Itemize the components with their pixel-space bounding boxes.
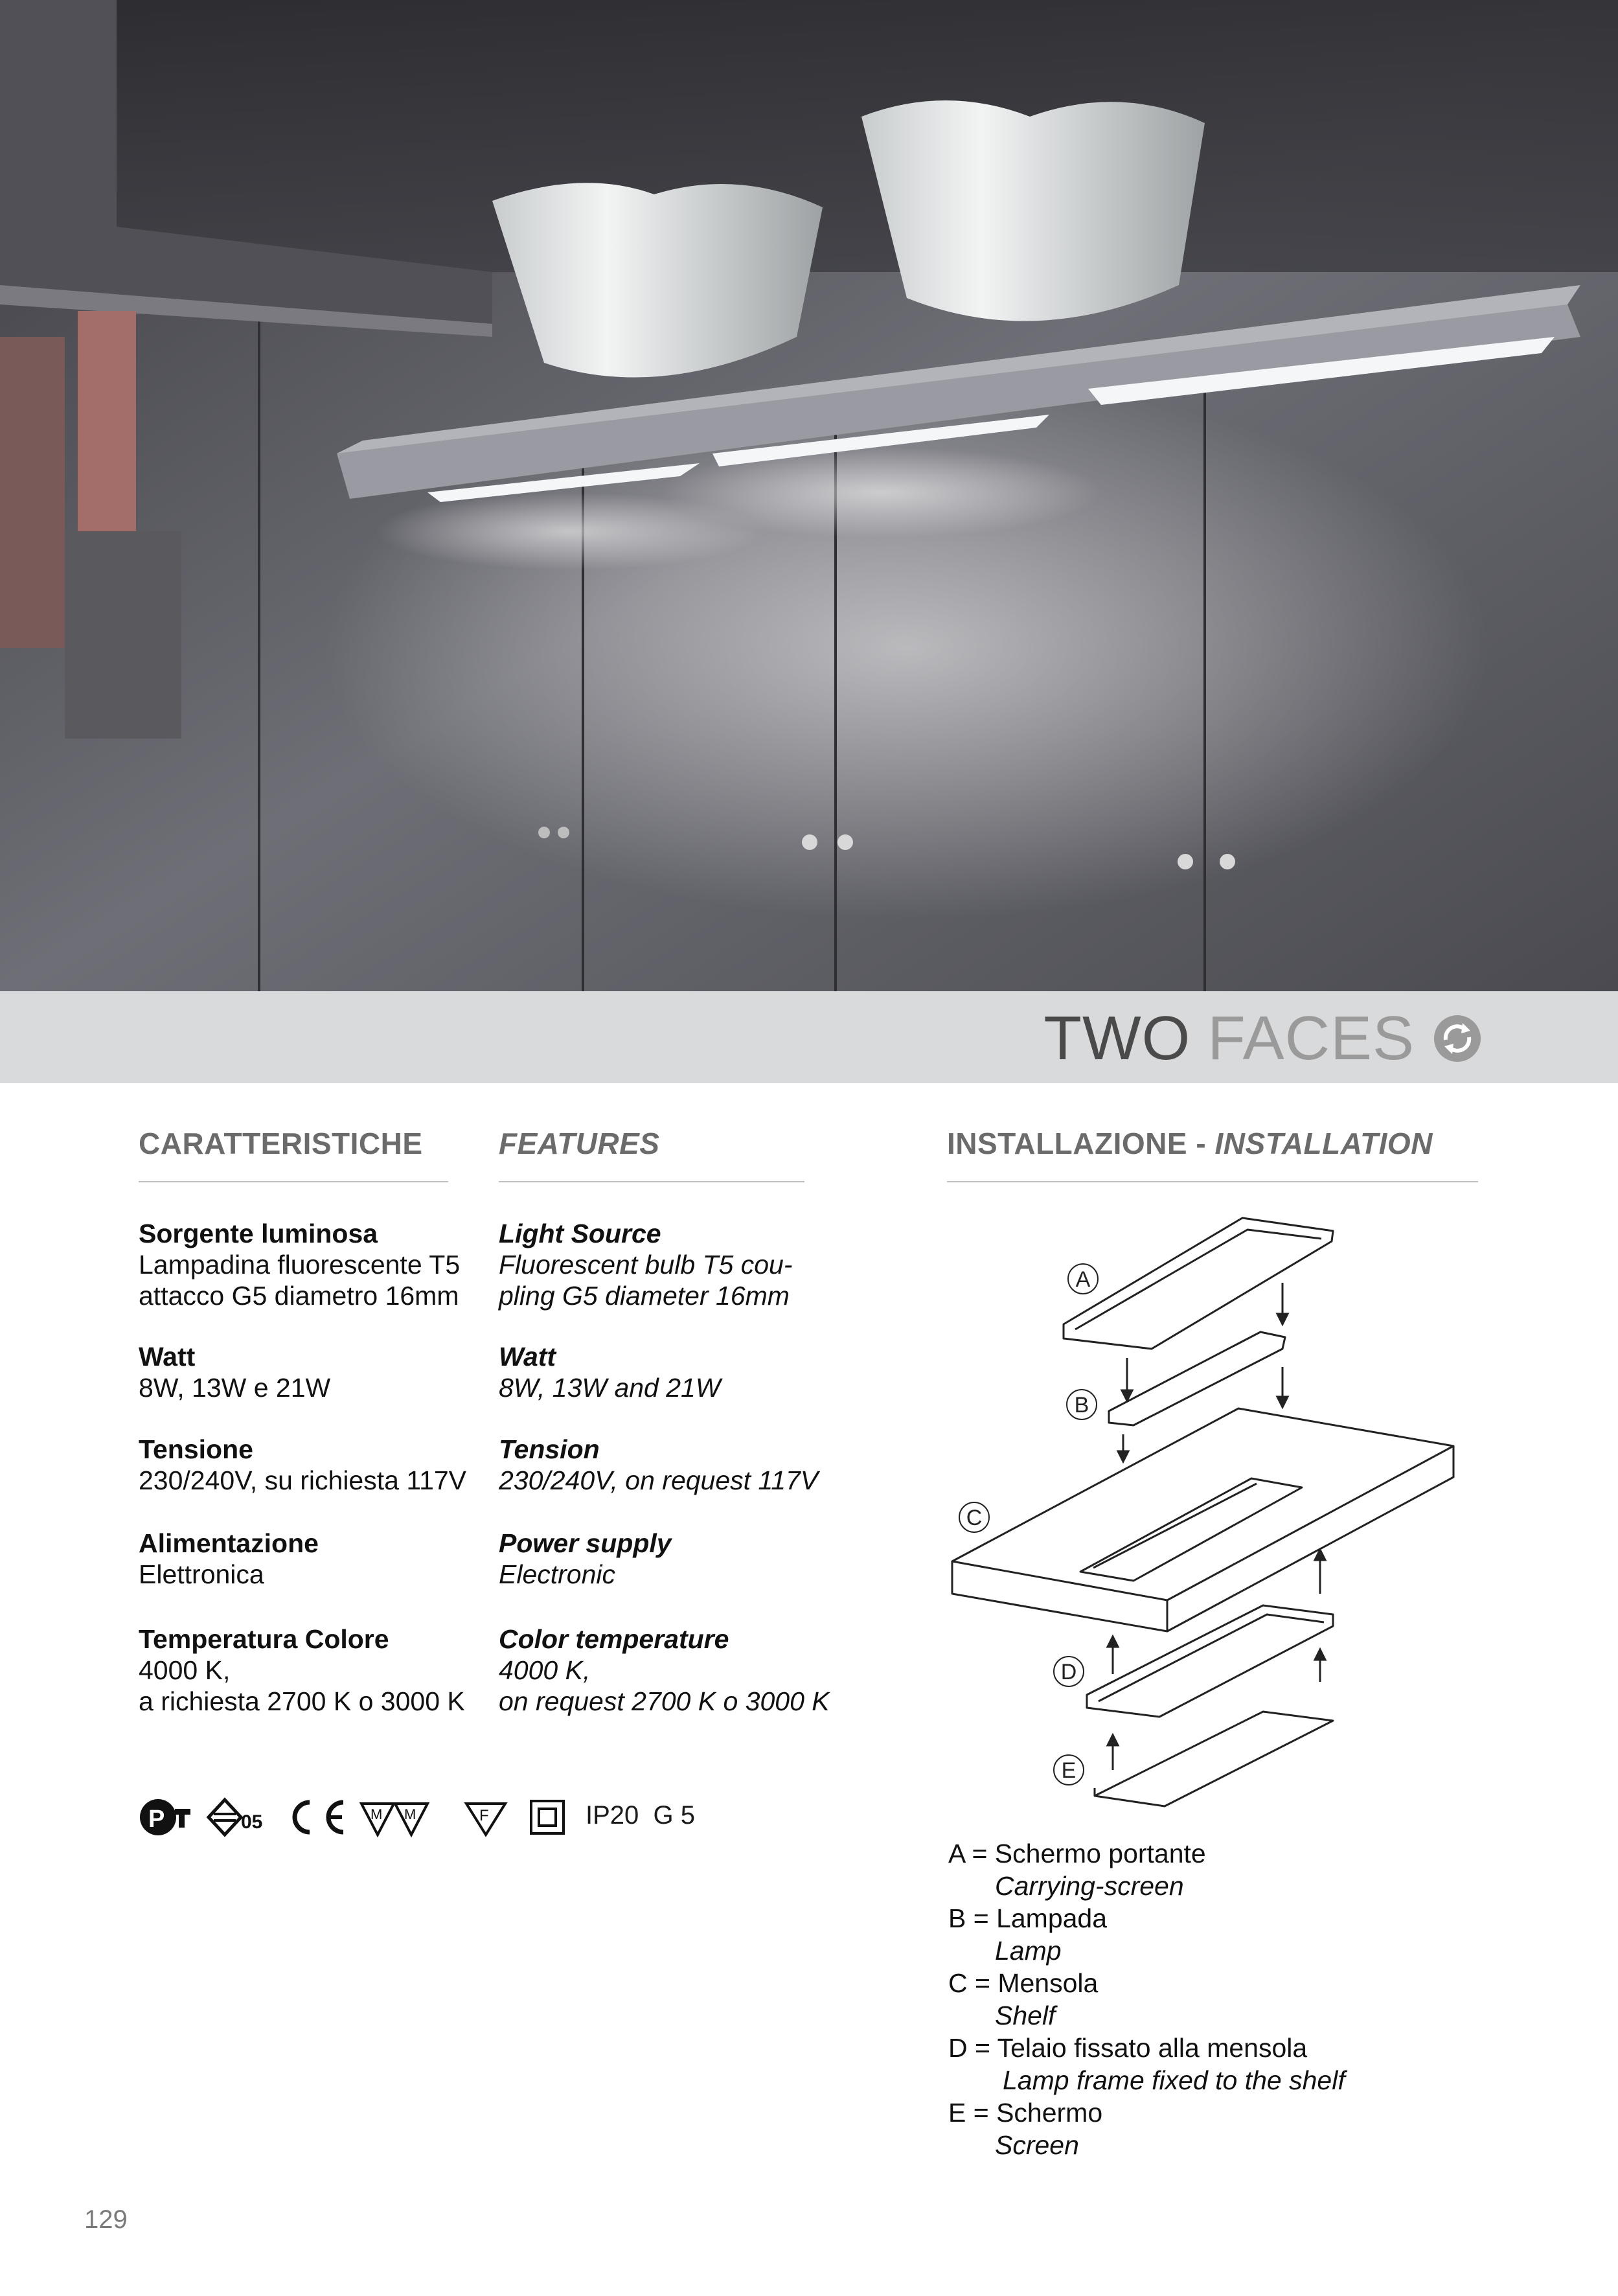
heading-installation-en: INSTALLATION <box>1214 1127 1433 1160</box>
spec-watt-it <box>139 1341 330 1403</box>
spec-light-source-it <box>139 1218 460 1311</box>
recycle-arrows-icon <box>1433 1014 1482 1063</box>
ip-rating-value: IP20 <box>586 1801 639 1830</box>
heading-features: FEATURES <box>499 1127 660 1160</box>
enec-code: 05 <box>241 1811 263 1833</box>
svg-text:P: P <box>148 1806 165 1833</box>
legend-item-d-en: Lamp frame fixed to the shelf <box>1003 2065 1345 2095</box>
parts-legend <box>948 1837 1345 2161</box>
spec-label: Temperatura Colore <box>139 1624 389 1654</box>
f-mark-label: F <box>479 1807 489 1824</box>
spec-color-temp-it <box>139 1624 465 1717</box>
product-title <box>1043 1003 1482 1074</box>
spec-label: Sorgente luminosa <box>139 1219 378 1248</box>
spec-value: 230/240V, on request 117V <box>499 1465 819 1495</box>
certification-marks <box>137 1795 578 1840</box>
callout-c-label: C <box>966 1506 983 1530</box>
callout-d-label: D <box>1060 1660 1077 1684</box>
pct-mark-icon <box>140 1799 190 1835</box>
legend-item-c: C = Mensola <box>948 1968 1099 1998</box>
legend-item-e-en: Screen <box>995 2130 1079 2160</box>
spec-value: 4000 K, <box>499 1655 591 1685</box>
spec-tension-en <box>499 1434 818 1496</box>
spec-value: 230/240V, su richiesta 117V <box>139 1465 467 1495</box>
callout-d <box>1054 1657 1084 1686</box>
callout-c <box>959 1502 989 1532</box>
legend-item-b-en: Lamp <box>995 1936 1062 1966</box>
callout-b-label: B <box>1074 1393 1089 1418</box>
callout-e-label: E <box>1061 1758 1077 1783</box>
spec-watt-en <box>499 1341 721 1403</box>
heading-installation-it: INSTALLAZIONE - <box>947 1127 1207 1160</box>
socket-type: G 5 <box>653 1801 696 1830</box>
spec-power-en <box>499 1528 672 1590</box>
spec-value: pling G5 diameter 16mm <box>499 1281 790 1311</box>
callout-b <box>1067 1390 1097 1419</box>
divider-installation <box>947 1181 1478 1182</box>
enec-mark-icon <box>209 1800 262 1835</box>
spec-value: 4000 K, <box>139 1655 231 1685</box>
title-word-2: FACES <box>1207 1004 1415 1073</box>
m-mark-label-2: M <box>404 1806 416 1822</box>
legend-item-a-en: Carrying-screen <box>995 1871 1184 1901</box>
m-mark-icon <box>361 1804 427 1835</box>
spec-value: 8W, 13W and 21W <box>499 1373 721 1403</box>
spec-power-it <box>139 1528 319 1590</box>
hero-kitchen-photo <box>0 0 1618 991</box>
installation-diagram <box>939 1205 1470 1808</box>
spec-value: Elettronica <box>139 1559 264 1589</box>
spec-label: Alimentazione <box>139 1528 319 1558</box>
part-c-shelf <box>952 1408 1453 1631</box>
divider-it <box>139 1181 448 1182</box>
legend-item-d: D = Telaio fissato alla mensola <box>948 2033 1308 2063</box>
spec-tension-it <box>139 1434 466 1496</box>
title-word-1: TWO <box>1043 1004 1191 1073</box>
spec-label: Color temperature <box>499 1624 729 1654</box>
part-d-lamp-frame <box>1087 1605 1333 1717</box>
spec-value: attacco G5 diametro 16mm <box>139 1281 459 1311</box>
legend-item-e: E = Schermo <box>948 2098 1103 2128</box>
spec-label: Watt <box>499 1342 556 1372</box>
spec-label: Tensione <box>139 1434 253 1464</box>
legend-item-a: A = Schermo portante <box>948 1839 1206 1868</box>
divider-en <box>499 1181 804 1182</box>
spec-value: 8W, 13W e 21W <box>139 1373 331 1403</box>
legend-item-b: B = Lampada <box>948 1903 1108 1933</box>
f-mark-icon <box>466 1804 505 1835</box>
heading-caratteristiche: CARATTERISTICHE <box>139 1127 423 1160</box>
callout-a <box>1068 1264 1098 1294</box>
spec-value: on request 2700 K o 3000 K <box>499 1686 830 1716</box>
spec-label: Tension <box>499 1434 600 1464</box>
spec-label: Light Source <box>499 1219 661 1248</box>
legend-item-c-en: Shelf <box>995 2001 1056 2030</box>
spec-color-temp-en <box>499 1624 830 1717</box>
m-mark-label-1: M <box>370 1806 383 1822</box>
spec-value: a richiesta 2700 K o 3000 K <box>139 1686 465 1716</box>
spec-value: Fluorescent bulb T5 cou- <box>499 1250 793 1280</box>
ip-rating <box>586 1801 695 1830</box>
callout-a-label: A <box>1075 1267 1091 1292</box>
spec-label: Power supply <box>499 1528 672 1558</box>
spec-value: Lampadina fluorescente T5 <box>139 1250 461 1280</box>
part-a-carrying-screen <box>1064 1218 1333 1349</box>
heading-installation <box>947 1126 1433 1161</box>
callout-e <box>1054 1755 1084 1785</box>
class-ii-insulation-icon <box>531 1801 564 1833</box>
spec-light-source-en <box>499 1218 793 1311</box>
spec-value: Electronic <box>499 1559 616 1589</box>
spec-label: Watt <box>139 1342 196 1372</box>
page-number: 129 <box>84 2205 128 2234</box>
ce-mark-icon <box>295 1802 343 1832</box>
part-e-screen <box>1095 1712 1333 1806</box>
